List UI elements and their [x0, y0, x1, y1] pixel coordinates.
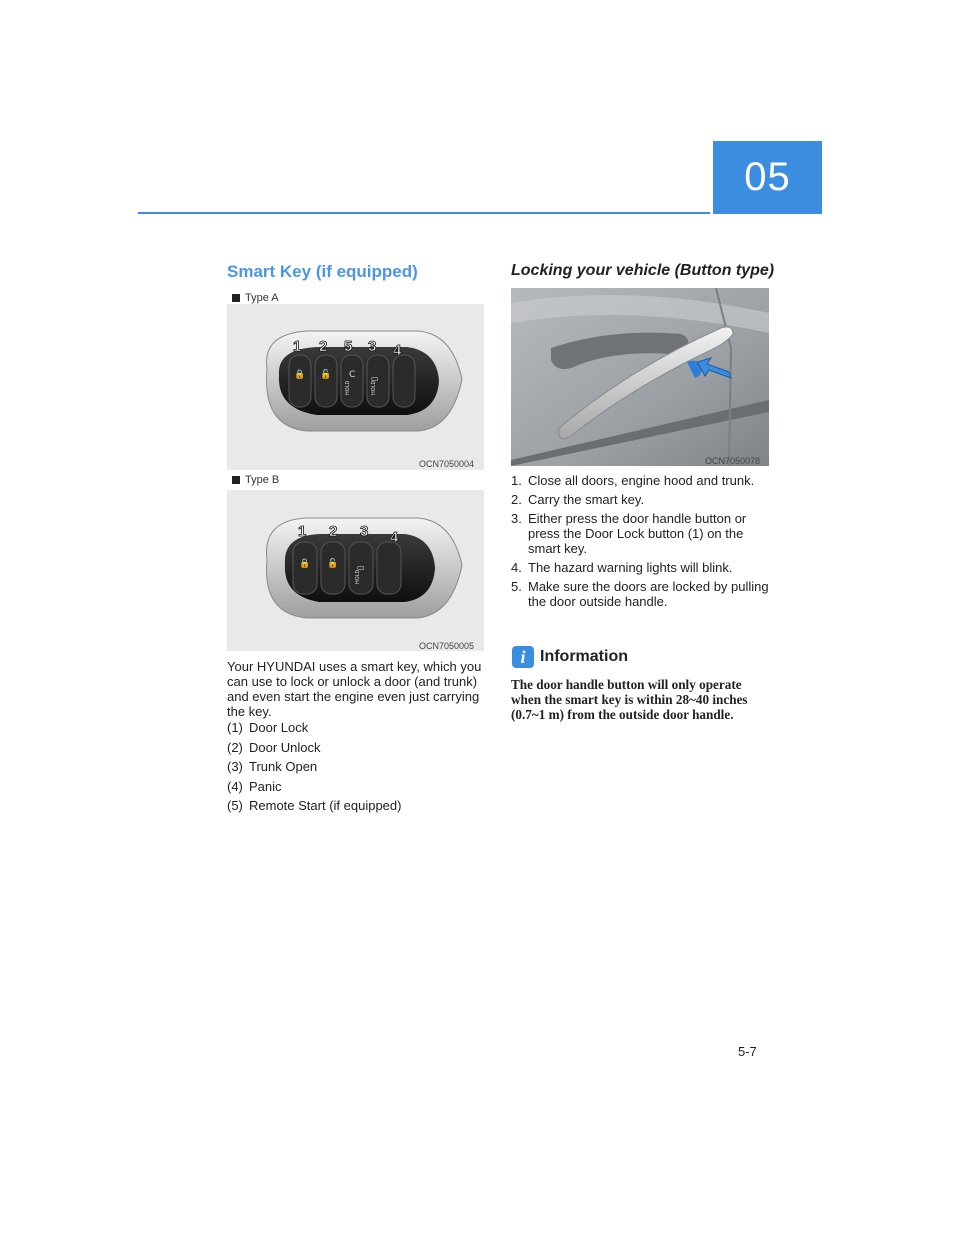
marker-b-1: 1 — [298, 523, 307, 540]
hold-label-1: HOLD — [345, 380, 351, 395]
list-item: 4. The hazard warning lights will blink. — [511, 560, 733, 575]
bullet-square-icon — [232, 476, 240, 484]
figure-code-door: OCN7050078 — [705, 456, 761, 466]
svg-text:🔒: 🔒 — [294, 370, 306, 380]
marker-a-4: 4 — [393, 342, 402, 359]
svg-text:🔓: 🔓 — [320, 370, 332, 380]
door-handle-image — [511, 288, 769, 466]
list-item: (5) Remote Start (if equipped) — [227, 798, 402, 813]
hold-label-2: HOLD — [371, 380, 377, 395]
door-handle-figure — [511, 288, 769, 466]
smart-key-type-a-figure — [227, 289, 484, 470]
page-number: 5-7 — [738, 1044, 757, 1059]
list-item: 3. Either press the door handle button or press the Door Lock button (1) on the smart key. — [511, 511, 747, 556]
section-title: Smart Key (if equipped) — [227, 262, 418, 281]
type-b-label — [232, 474, 279, 486]
list-item: (3) Trunk Open — [227, 759, 318, 774]
figure-code-a: OCN7050004 — [419, 459, 475, 469]
marker-b-2: 2 — [329, 523, 338, 540]
svg-text:C: C — [349, 370, 356, 380]
info-title: Information — [540, 648, 628, 665]
marker-b-3: 3 — [360, 523, 369, 540]
list-item: 1. Close all doors, engine hood and trunk. — [511, 473, 755, 488]
marker-a-1: 1 — [293, 338, 302, 355]
smart-key-type-b-image — [227, 490, 484, 651]
svg-text:▭: ▭ — [371, 374, 379, 383]
type-b-text: Type B — [245, 474, 280, 486]
type-a-text: Type A — [245, 292, 279, 304]
svg-text:🔒: 🔒 — [299, 559, 311, 569]
svg-text:🔓: 🔓 — [327, 559, 339, 569]
list-item: (4) Panic — [227, 778, 282, 794]
list-item: (2) Door Unlock — [227, 739, 321, 755]
marker-a-3: 3 — [368, 338, 377, 355]
smart-key-type-a-image — [227, 289, 484, 470]
locking-steps — [511, 473, 773, 613]
list-item: 5. Make sure the doors are locked by pulling the door outside handle. — [511, 579, 769, 609]
list-item: 2. Carry the smart key. — [511, 492, 645, 507]
smart-key-type-b-figure — [227, 490, 484, 651]
info-icon: i — [512, 646, 534, 668]
chapter-tab: 05 — [713, 141, 822, 214]
smart-key-intro: Your HYUNDAI uses a smart key, which you can use to lock or unlock a door (and trunk) and even start the engine even just carrying the key. — [227, 659, 482, 719]
locking-subtitle: Locking your vehicle (Button type) — [511, 262, 775, 279]
hold-label-3: HOLD — [355, 569, 361, 584]
figure-code-b: OCN7050005 — [419, 641, 475, 651]
list-item: (1) Door Lock — [227, 720, 309, 735]
button-list — [227, 720, 401, 818]
info-text: The door handle button will only operate when the smart key is within 28~40 inches (0.7~1 m) from the outside door handle. — [511, 677, 748, 722]
marker-a-5: 5 — [344, 338, 353, 355]
header-rule — [138, 212, 710, 214]
marker-a-2: 2 — [319, 338, 328, 355]
marker-b-4: 4 — [390, 529, 399, 546]
svg-text:▭: ▭ — [357, 563, 365, 572]
